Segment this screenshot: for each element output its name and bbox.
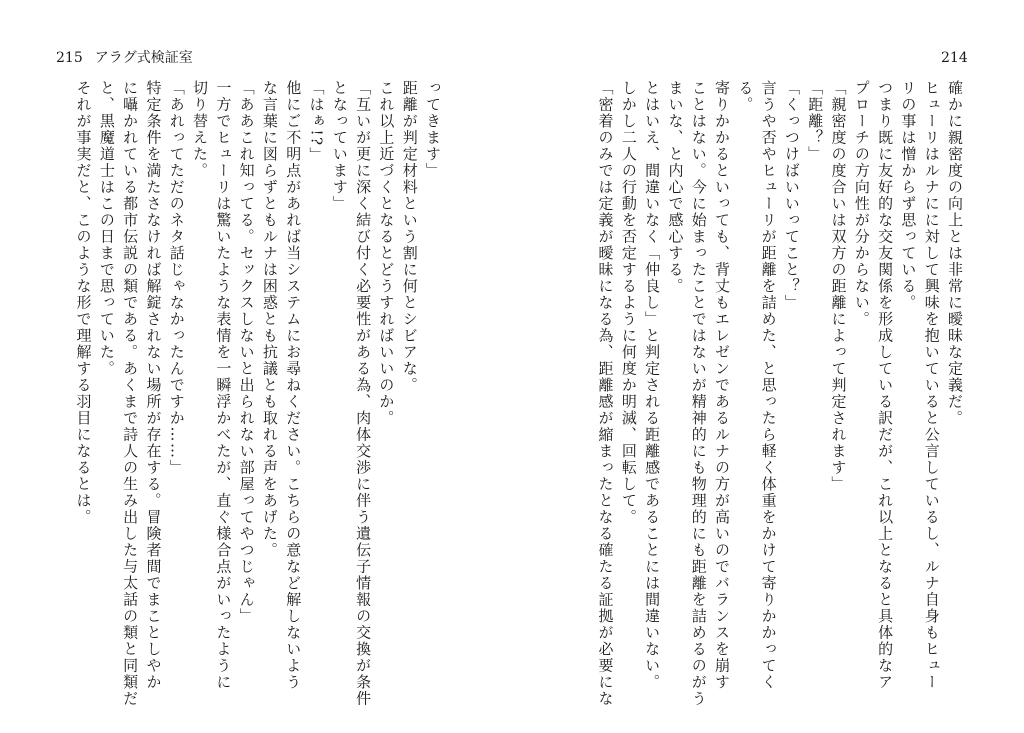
text-line: 確かに親密度の向上とは非常に曖昧な定義だ。 bbox=[946, 80, 964, 427]
text-line: 「くっつけばいいってこと？」 bbox=[782, 80, 801, 311]
text-line: 「ああこれ知ってる。セックスしないと出られない部屋ってやつじゃん」 bbox=[237, 80, 256, 625]
text-line: 「あれってただのネタ話じゃなかったんですか……」 bbox=[167, 80, 186, 476]
text-line: 「距離？」 bbox=[806, 80, 825, 163]
text-line: つまり既に友好的な交友関係を形成している訳だが、これ以上となると具体的なア bbox=[876, 80, 895, 691]
text-line: しかし二人の行動を否定するように何度か明滅、回転して。 bbox=[619, 80, 638, 526]
left-page-header bbox=[56, 50, 193, 66]
text-line: 切り替えた。 bbox=[191, 80, 210, 179]
text-line: とはいえ、間違いなく「仲良し」と判定される距離感であることには間違いない。 bbox=[643, 80, 662, 691]
text-line: る。 bbox=[736, 80, 755, 113]
text-line: な言葉に図らずともルナは困惑とも抗議とも取れる声をあげた。 bbox=[260, 80, 279, 559]
text-line: ってきます」 bbox=[424, 80, 442, 179]
text-line: これ以上近づくとなるとどうすればいいのか。 bbox=[377, 80, 396, 427]
text-line: ことはない。今に始まったことではないが精神的にも物理的にも距離を詰めるのがう bbox=[689, 80, 708, 707]
text-line: 距離が判定材料という割に何とシビアな。 bbox=[400, 80, 419, 394]
left-page-text bbox=[58, 80, 444, 707]
text-line: 言うや否やヒューリが距離を詰めた、と思ったら軽く体重をかけて寄りかかってく bbox=[759, 80, 778, 691]
text-line: 他にご不明点があれば当システムにお尋ねください。こちらの意など解しないよう bbox=[284, 80, 303, 691]
text-line: 「密着のみでは定義が曖昧になる為、距離感が縮まったとなる確たる証拠が必要にな bbox=[596, 80, 615, 707]
left-page-number: 215 bbox=[56, 50, 83, 66]
text-line: ヒューリはルナにに対して興味を抱いていると公言しているし、ルナ自身もヒュー bbox=[922, 80, 941, 691]
text-line: リの事は憎からず思っている。 bbox=[899, 80, 918, 311]
text-line: 寄りかかるといっても、背丈もエレゼンであるルナの方が高いのでバランスを崩す bbox=[713, 80, 732, 691]
text-line: 特定条件を満たさなければ解錠されない場所が存在する。冒険者間でまことしやか bbox=[144, 80, 163, 691]
text-line: まいな、と内心で感心する。 bbox=[666, 80, 685, 295]
text-line: 「はぁ!?」 bbox=[307, 80, 326, 164]
running-title: アラグ式検証室 bbox=[94, 50, 193, 66]
text-line: それが事実だと、このような形で理解する羽目になるとは。 bbox=[74, 80, 93, 526]
text-line: と、黒魔道士はこの日まで思っていた。 bbox=[97, 80, 116, 377]
text-line: となっています」 bbox=[330, 80, 349, 212]
text-line: 「親密度の度合いは双方の距離によって判定されます」 bbox=[829, 80, 848, 493]
right-page-number: 214 bbox=[941, 50, 968, 66]
text-line: 一方でヒューリは驚いたような表情を一瞬浮かべたが、直ぐ様合点がいったように bbox=[214, 80, 233, 691]
text-line: 「互いが更に深く結び付く必要性がある為、肉体交渉に伴う遺伝子情報の交換が条件 bbox=[354, 80, 373, 707]
text-line: プローチの方向性が分からない。 bbox=[852, 80, 871, 328]
text-line: に囁かれている都市伝説の類である。あくまで詩人の生み出した与太話の類と同類だ bbox=[121, 80, 140, 707]
right-page-header bbox=[941, 50, 968, 66]
right-page-text bbox=[590, 80, 966, 707]
